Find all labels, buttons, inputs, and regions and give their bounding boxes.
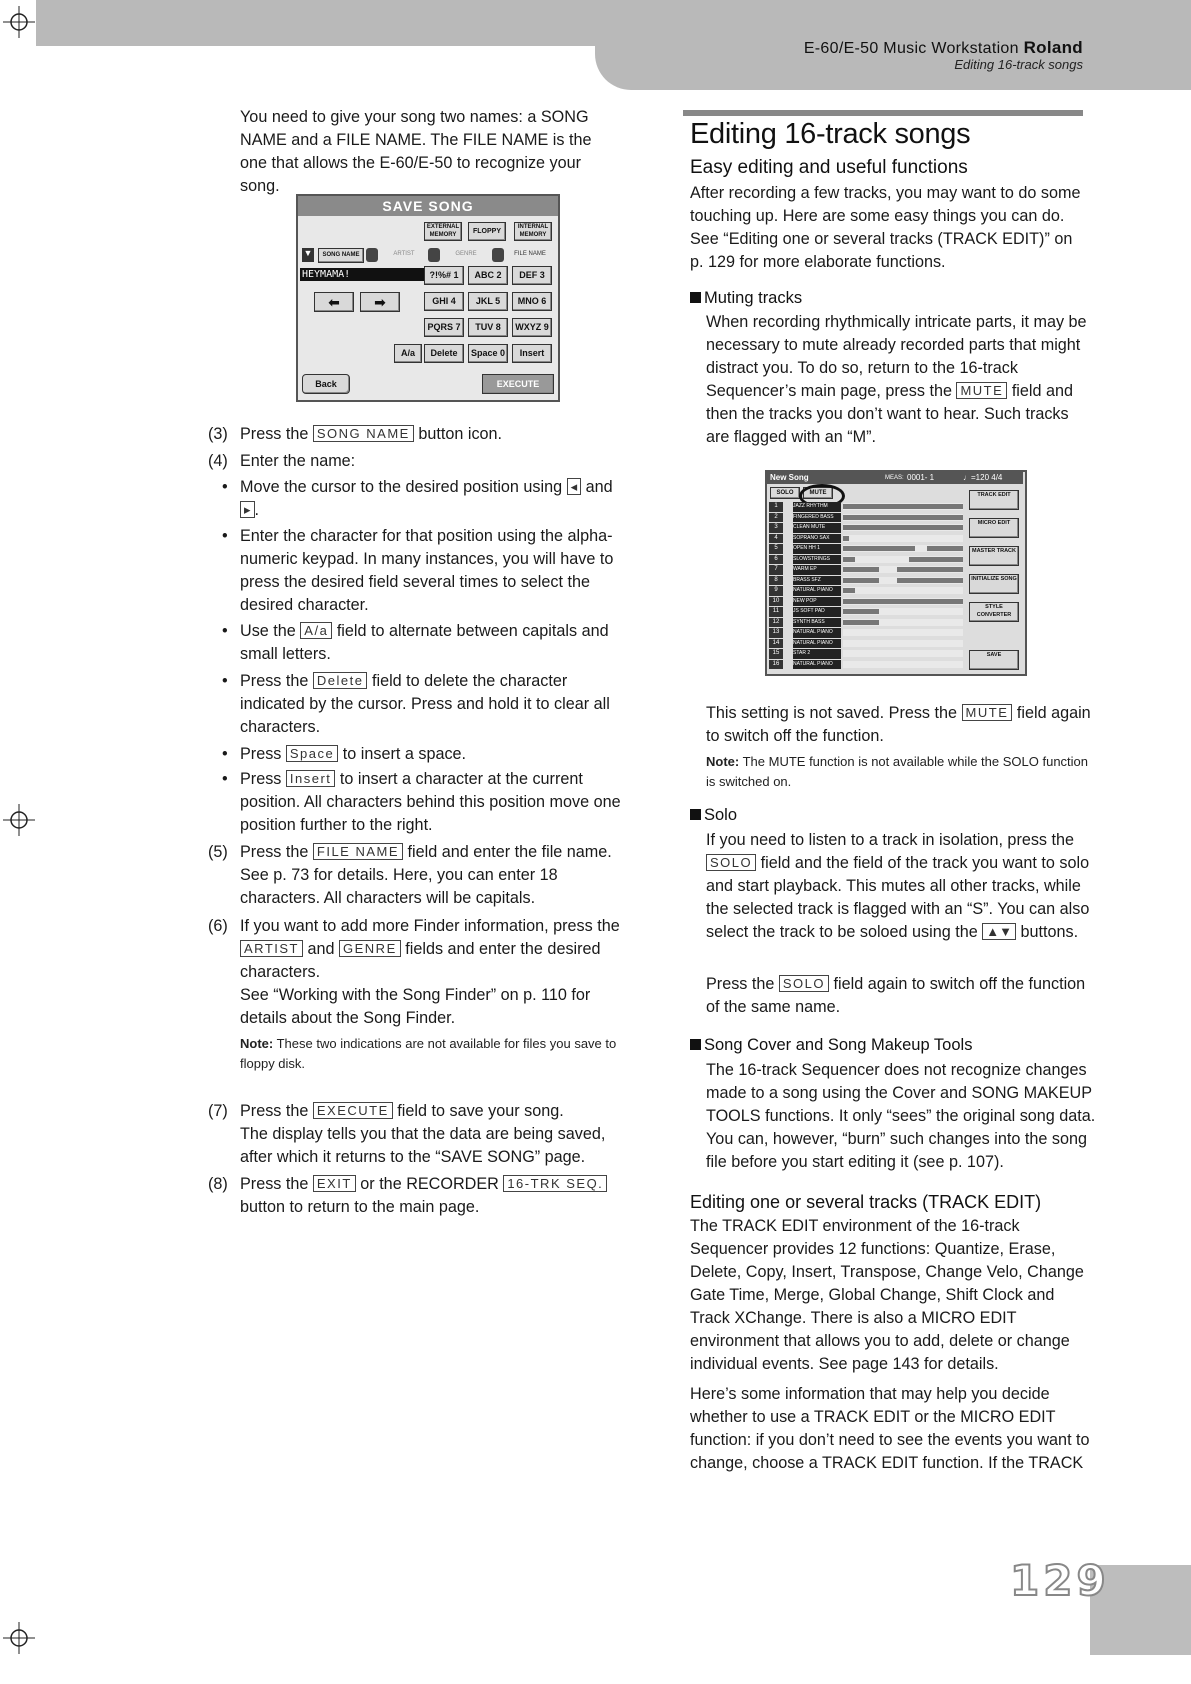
track-region [927,546,963,551]
track-region [897,578,963,583]
track-row[interactable] [769,513,965,523]
track-region [897,567,963,572]
key-4[interactable]: GHI 4 [424,292,464,311]
track-row[interactable] [769,565,965,575]
bullet-space: • Press Space to insert a space. [222,745,467,763]
step-7: (7) Press the EXECUTE field to save your song. The display tells you that the data are being saved, after which it returns to the “SAVE SONG” page. [208,1102,606,1166]
subheading-easy-editing: Easy editing and useful functions [690,157,968,178]
heading-muting: Muting tracks [690,289,802,308]
key-1[interactable]: ?!%# 1 [424,266,464,285]
track-edit-text-2: Here’s some information that may help you decide whether to use a TRACK EDIT or the MICRO EDIT function: if you don’t need to see the events you want to change, choose a TRACK EDIT function. If the TRACK [690,1385,1090,1472]
track-name: NATURAL PIANO [793,586,841,596]
bullet-delete: • Press the Delete field to delete the character indicated by the cursor. Press and hold it to clear all characters. [222,672,610,736]
track-name: STAR 2 [793,649,841,659]
registration-mark-icon [3,804,35,836]
track-row[interactable] [769,597,965,607]
track-region [843,504,963,509]
key-6[interactable]: MNO 6 [512,292,552,311]
track-region [843,536,849,541]
side-button[interactable]: MICRO EDIT [969,518,1019,538]
field-toggle[interactable] [492,248,504,262]
key-5[interactable]: JKL 5 [468,292,508,311]
track-number: 3 [769,523,783,533]
field-toggle[interactable] [366,248,378,262]
key-8[interactable]: TUV 8 [468,318,508,337]
track-region [843,515,963,520]
track-number: 15 [769,649,783,659]
track-name: SYNTH BASS [793,618,841,628]
side-button[interactable]: STYLE CONVERTER [969,602,1019,622]
side-button[interactable]: INITIALIZE SONG [969,574,1019,594]
track-row[interactable] [769,534,965,544]
header-model: E-60/E-50 Music Workstation Roland [803,38,1083,57]
track-region [843,599,963,604]
track-lane [843,535,963,542]
mute-after-text: This setting is not saved. Press the MUTE field again to switch off the function. [706,704,1091,745]
track-number: 1 [769,502,783,512]
track-row[interactable] [769,555,965,565]
song-name-key: SONG NAME [313,425,414,442]
track-name: FINGERED BASS [793,513,841,523]
track-name: BRASS SFZ [793,576,841,586]
track-number: 16 [769,660,783,670]
key-7[interactable]: PQRS 7 [424,318,464,337]
track-name: CLEAN MUTE [793,523,841,533]
side-button[interactable]: SAVE [969,650,1019,670]
easy-editing-text: After recording a few tracks, you may want to do some touching up. Here are some easy things you can do. See “Editing one or several tracks (TRACK EDIT)” on p. 129 for more elaborate functions. [690,184,1081,271]
track-lane [843,503,963,510]
track-lane [843,556,963,563]
artist-field[interactable]: ARTIST [393,251,415,257]
section-rule [683,110,1083,116]
song-cover-text: The 16-track Sequencer does not recognize changes made to a song using the Cover and SONG MAKEUP TOOLS functions. It only “sees” the original song data. You can, however, “burn” such changes into the song file before you start editing it (see p. 107). [706,1061,1096,1171]
track-number: 9 [769,586,783,596]
bullet-case: • Use the A/a field to alternate between capitals and small letters. [222,622,609,663]
back-button[interactable]: Back [302,374,350,394]
track-number: 8 [769,576,783,586]
solo-text-2: Press the SOLO field again to switch off the function of the same name. [706,975,1086,1016]
page-title: Editing 16-track songs [690,118,971,150]
track-region [909,557,963,562]
track-row[interactable] [769,639,965,649]
track-lane [843,598,963,605]
track-name: NATURAL PIANO [793,660,841,670]
key-3[interactable]: DEF 3 [512,266,552,285]
heading-song-cover: Song Cover and Song Makeup Tools [690,1036,972,1055]
bullet-cursor: • Move the cursor to the desired position using ◂ and ▸ . [222,478,613,519]
track-row[interactable] [769,544,965,554]
case-toggle-button[interactable]: A/a [394,344,422,363]
track-number: 13 [769,628,783,638]
track-lane [843,524,963,531]
track-row[interactable] [769,649,965,659]
sequencer-title-bar: New Song MEAS: 0001- 1 ♩=120 4/4 [767,472,1023,484]
execute-button[interactable]: EXECUTE [482,374,554,394]
side-button[interactable]: MASTER TRACK [969,546,1019,566]
external-memory-button[interactable]: EXTERNAL MEMORY [424,222,462,241]
space-button[interactable]: Space 0 [468,344,508,363]
track-number: 14 [769,639,783,649]
track-region [843,557,855,562]
track-region [843,546,915,551]
track-row[interactable] [769,628,965,638]
genre-field[interactable]: GENRE [455,251,477,257]
track-row[interactable] [769,607,965,617]
step-3: (3) Press the SONG NAME button icon. [208,425,503,443]
step-6: (6) If you want to add more Finder information, press the ARTIST and GENRE fields and enter the desired characters. See “Working with the Song Finder” on p. 110 for details about the Song Finder. Note: These two indications are not available for files you save to floppy disk. [208,917,620,1071]
mute-note: Note: The MUTE function is not available while the SOLO function is switched on. [706,754,1089,789]
muting-text: When recording rhythmically intricate parts, it may be necessary to mute already recorded parts that might distract you. To do so, return to the 16-track Sequencer’s main page, press the MUTE field and then the tracks you don’t want to hear. Such tracks are flagged with an “M”. [706,313,1087,446]
cursor-left-button[interactable]: ⬅ [314,292,354,312]
registration-mark-icon [3,1622,35,1654]
key-2[interactable]: ABC 2 [468,266,508,285]
up-down-arrows-icon: ▲▼ [982,923,1016,940]
track-name: NATURAL PIANO [793,628,841,638]
track-number: 6 [769,555,783,565]
track-name: WARM EP [793,565,841,575]
track-number: 7 [769,565,783,575]
track-edit-text-1: The TRACK EDIT environment of the 16-track Sequencer provides 12 functions: Quantize, Erase, Delete, Copy, Insert, Transpose, Change Velo, Change Gate Time, Merge, Global Change, Shift Clock and Track XChange. There is also a MICRO EDIT environment that allows you to add, delete or change individual events. See page 143 for details. [690,1217,1084,1373]
header-section: Editing 16-track songs [954,57,1083,72]
track-row[interactable] [769,660,965,670]
floppy-button[interactable]: FLOPPY [468,222,506,241]
track-name: JAZZ RHYTHM [793,502,841,512]
track-region [843,588,855,593]
track-name: SLOWSTRINGS [793,555,841,565]
song-name-field[interactable]: SONG NAME [318,248,364,263]
track-row[interactable] [769,618,965,628]
field-toggle[interactable] [428,248,440,262]
track-row[interactable] [769,576,965,586]
cursor-right-button[interactable]: ➡ [360,292,400,312]
bullet-insert: • Press Insert to insert a character at the current position. All characters behind this position move one position further to the right. [222,770,621,834]
track-lane [843,587,963,594]
bullet-enter-char: • Enter the character for that position using the alpha-numeric keypad. In many instances, you will have to press the desired field several times to select the desired character. [222,527,614,614]
key-9[interactable]: WXYZ 9 [512,318,552,337]
intro-paragraph: You need to give your song two names: a SONG NAME and a FILE NAME. The FILE NAME is the one that allows the E-60/E-50 to recognize your song. [240,108,592,195]
step-4: (4) Enter the name: [208,452,356,470]
delete-button[interactable]: Delete [424,344,464,363]
track-name: SOPRANO SAX [793,534,841,544]
mute-button[interactable]: MUTE [803,487,833,499]
track-number: 10 [769,597,783,607]
track-region [843,578,879,583]
track-region [843,567,879,572]
track-number: 11 [769,607,783,617]
track-number: 5 [769,544,783,554]
cursor-right-icon: ▸ [240,501,255,518]
save-song-screen [296,194,560,402]
solo-text-1: If you need to listen to a track in isolation, press the SOLO field and the field of the track you want to solo and start playback. This mutes all other tracks, while the selected track is flagged with an “S”. You can also select the track to be soloed using the ▲▼ buttons. [706,831,1090,941]
solo-button[interactable]: SOLO [770,487,800,499]
track-name: JS SOFT PAD [793,607,841,617]
track-lane [843,661,963,668]
track-name: NATURAL PIANO [793,639,841,649]
track-lane [843,629,963,636]
heading-track-edit: Editing one or several tracks (TRACK EDIT) [690,1192,1042,1212]
insert-button[interactable]: Insert [512,344,552,363]
track-row[interactable] [769,523,965,533]
track-name: OPEN HH 1 [793,544,841,554]
track-region [843,525,963,530]
cursor-left-icon: ◂ [567,478,582,495]
track-lane [843,577,963,584]
file-name-field[interactable]: FILE NAME [514,251,546,257]
track-lane [843,619,963,626]
step-5: (5) Press the FILE NAME field and enter the file name. See p. 73 for details. Here, you can enter 18 characters. All characters will be capitals. [208,843,612,907]
side-buttons [967,490,1021,672]
internal-memory-button[interactable]: INTERNAL MEMORY [514,222,552,241]
track-row[interactable] [769,586,965,596]
track-lane [843,545,963,552]
track-number: 12 [769,618,783,628]
track-lane [843,514,963,521]
side-button[interactable]: TRACK EDIT [969,490,1019,510]
screen-title: SAVE SONG [298,196,558,216]
track-lane [843,566,963,573]
name-entry[interactable]: HEYMAMA! [300,268,424,281]
down-arrow-icon[interactable]: ▼ [302,248,314,262]
sequencer-screen [765,470,1027,676]
heading-solo: Solo [690,806,737,825]
track-list [769,502,965,672]
step-8: (8) Press the EXIT or the RECORDER 16-TRK SEQ. button to return to the main page. [208,1173,628,1219]
track-number: 2 [769,513,783,523]
page-number: 129 [1010,1556,1110,1605]
registration-mark-icon [3,6,35,38]
track-lane [843,650,963,657]
track-region [843,609,879,614]
track-number: 4 [769,534,783,544]
track-region [843,620,879,625]
track-lane [843,640,963,647]
track-row[interactable] [769,502,965,512]
track-lane [843,608,963,615]
track-name: NEW POP [793,597,841,607]
